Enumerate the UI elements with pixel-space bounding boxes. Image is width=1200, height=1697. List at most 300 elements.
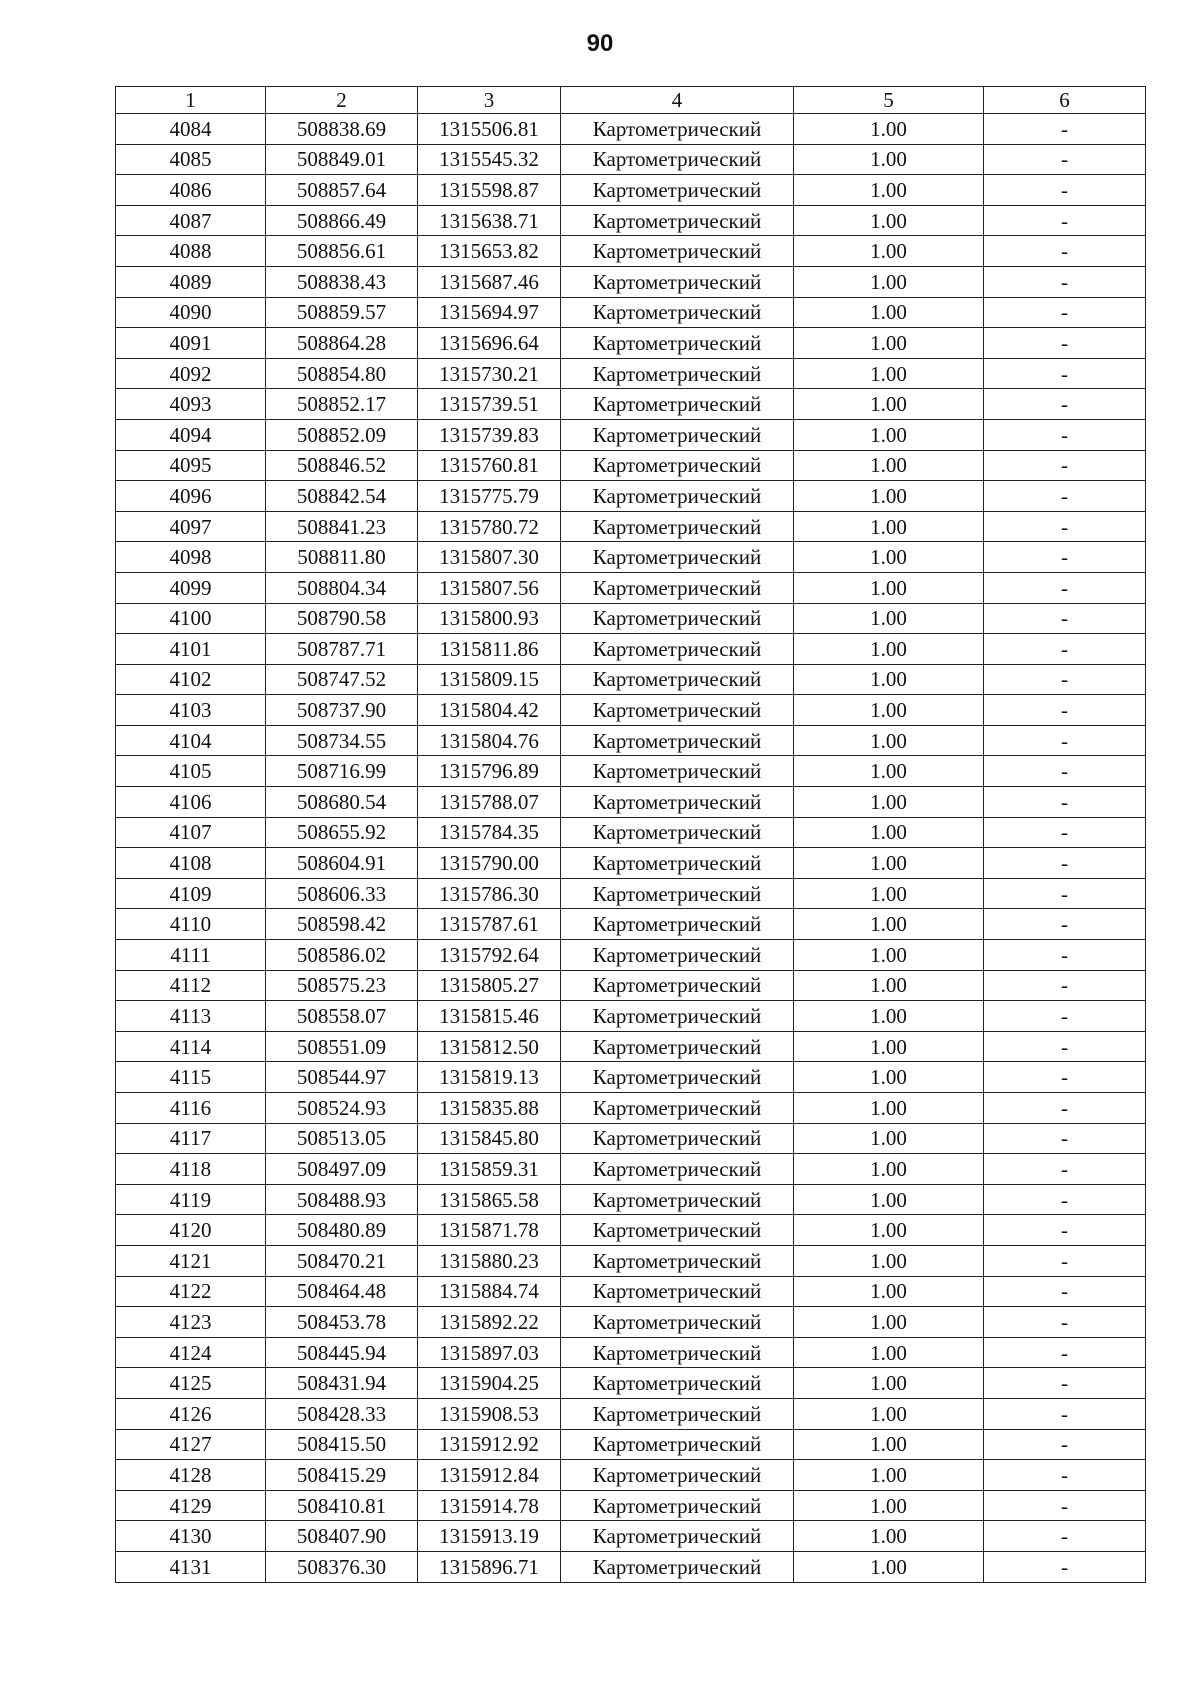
method-cell: Картометрический	[561, 1521, 794, 1552]
y-coordinate-cell: 1315788.07	[418, 787, 561, 818]
description-cell: -	[984, 909, 1146, 940]
y-coordinate-cell: 1315845.80	[418, 1123, 561, 1154]
x-coordinate-cell: 508445.94	[266, 1337, 418, 1368]
point-number-cell: 4088	[116, 236, 266, 267]
point-number-cell: 4087	[116, 205, 266, 236]
y-coordinate-cell: 1315784.35	[418, 817, 561, 848]
accuracy-cell: 1.00	[794, 1276, 984, 1307]
x-coordinate-cell: 508376.30	[266, 1551, 418, 1582]
method-cell: Картометрический	[561, 756, 794, 787]
point-number-cell: 4101	[116, 634, 266, 665]
description-cell: -	[984, 634, 1146, 665]
x-coordinate-cell: 508846.52	[266, 450, 418, 481]
x-coordinate-cell: 508606.33	[266, 878, 418, 909]
method-cell: Картометрический	[561, 1245, 794, 1276]
accuracy-cell: 1.00	[794, 725, 984, 756]
table-row	[116, 358, 1146, 389]
point-number-cell: 4104	[116, 725, 266, 756]
description-cell: -	[984, 848, 1146, 879]
accuracy-cell: 1.00	[794, 695, 984, 726]
accuracy-cell: 1.00	[794, 1337, 984, 1368]
y-coordinate-cell: 1315790.00	[418, 848, 561, 879]
point-number-cell: 4105	[116, 756, 266, 787]
method-cell: Картометрический	[561, 1062, 794, 1093]
method-cell: Картометрический	[561, 481, 794, 512]
point-number-cell: 4129	[116, 1490, 266, 1521]
method-cell: Картометрический	[561, 878, 794, 909]
method-cell: Картометрический	[561, 114, 794, 145]
table-row	[116, 725, 1146, 756]
table-row	[116, 695, 1146, 726]
x-coordinate-cell: 508480.89	[266, 1215, 418, 1246]
method-cell: Картометрический	[561, 144, 794, 175]
point-number-cell: 4102	[116, 664, 266, 695]
method-cell: Картометрический	[561, 266, 794, 297]
y-coordinate-cell: 1315804.76	[418, 725, 561, 756]
accuracy-cell: 1.00	[794, 358, 984, 389]
x-coordinate-cell: 508787.71	[266, 634, 418, 665]
description-cell: -	[984, 297, 1146, 328]
point-number-cell: 4115	[116, 1062, 266, 1093]
method-cell: Картометрический	[561, 297, 794, 328]
description-cell: -	[984, 175, 1146, 206]
description-cell: -	[984, 236, 1146, 267]
accuracy-cell: 1.00	[794, 1093, 984, 1124]
y-coordinate-cell: 1315807.30	[418, 542, 561, 573]
x-coordinate-cell: 508838.69	[266, 114, 418, 145]
description-cell: -	[984, 1215, 1146, 1246]
x-coordinate-cell: 508513.05	[266, 1123, 418, 1154]
description-cell: -	[984, 511, 1146, 542]
y-coordinate-cell: 1315638.71	[418, 205, 561, 236]
method-cell: Картометрический	[561, 603, 794, 634]
description-cell: -	[984, 1031, 1146, 1062]
point-number-cell: 4091	[116, 328, 266, 359]
method-cell: Картометрический	[561, 419, 794, 450]
point-number-cell: 4093	[116, 389, 266, 420]
x-coordinate-cell: 508856.61	[266, 236, 418, 267]
description-cell: -	[984, 1184, 1146, 1215]
y-coordinate-cell: 1315896.71	[418, 1551, 561, 1582]
table-row	[116, 603, 1146, 634]
accuracy-cell: 1.00	[794, 1215, 984, 1246]
y-coordinate-cell: 1315787.61	[418, 909, 561, 940]
description-cell: -	[984, 450, 1146, 481]
y-coordinate-cell: 1315897.03	[418, 1337, 561, 1368]
y-coordinate-cell: 1315780.72	[418, 511, 561, 542]
y-coordinate-cell: 1315696.64	[418, 328, 561, 359]
x-coordinate-cell: 508604.91	[266, 848, 418, 879]
accuracy-cell: 1.00	[794, 970, 984, 1001]
point-number-cell: 4126	[116, 1398, 266, 1429]
description-cell: -	[984, 940, 1146, 971]
point-number-cell: 4117	[116, 1123, 266, 1154]
description-cell: -	[984, 1368, 1146, 1399]
column-header: 6	[984, 87, 1146, 114]
method-cell: Картометрический	[561, 1337, 794, 1368]
accuracy-cell: 1.00	[794, 114, 984, 145]
description-cell: -	[984, 572, 1146, 603]
table-row	[116, 389, 1146, 420]
description-cell: -	[984, 1307, 1146, 1338]
point-number-cell: 4107	[116, 817, 266, 848]
y-coordinate-cell: 1315739.51	[418, 389, 561, 420]
x-coordinate-cell: 508488.93	[266, 1184, 418, 1215]
description-cell: -	[984, 756, 1146, 787]
column-header: 1	[116, 87, 266, 114]
x-coordinate-cell: 508737.90	[266, 695, 418, 726]
accuracy-cell: 1.00	[794, 940, 984, 971]
table-row	[116, 1154, 1146, 1185]
description-cell: -	[984, 787, 1146, 818]
description-cell: -	[984, 144, 1146, 175]
y-coordinate-cell: 1315819.13	[418, 1062, 561, 1093]
method-cell: Картометрический	[561, 542, 794, 573]
description-cell: -	[984, 389, 1146, 420]
accuracy-cell: 1.00	[794, 205, 984, 236]
method-cell: Картометрический	[561, 1398, 794, 1429]
x-coordinate-cell: 508852.17	[266, 389, 418, 420]
method-cell: Картометрический	[561, 909, 794, 940]
point-number-cell: 4097	[116, 511, 266, 542]
table-row	[116, 450, 1146, 481]
point-number-cell: 4131	[116, 1551, 266, 1582]
table-row	[116, 236, 1146, 267]
y-coordinate-cell: 1315904.25	[418, 1368, 561, 1399]
description-cell: -	[984, 695, 1146, 726]
method-cell: Картометрический	[561, 205, 794, 236]
accuracy-cell: 1.00	[794, 389, 984, 420]
accuracy-cell: 1.00	[794, 1398, 984, 1429]
point-number-cell: 4098	[116, 542, 266, 573]
accuracy-cell: 1.00	[794, 787, 984, 818]
x-coordinate-cell: 508428.33	[266, 1398, 418, 1429]
accuracy-cell: 1.00	[794, 1490, 984, 1521]
method-cell: Картометрический	[561, 634, 794, 665]
description-cell: -	[984, 419, 1146, 450]
method-cell: Картометрический	[561, 1551, 794, 1582]
y-coordinate-cell: 1315884.74	[418, 1276, 561, 1307]
y-coordinate-cell: 1315859.31	[418, 1154, 561, 1185]
description-cell: -	[984, 1521, 1146, 1552]
point-number-cell: 4103	[116, 695, 266, 726]
accuracy-cell: 1.00	[794, 634, 984, 665]
method-cell: Картометрический	[561, 1276, 794, 1307]
accuracy-cell: 1.00	[794, 1031, 984, 1062]
point-number-cell: 4127	[116, 1429, 266, 1460]
x-coordinate-cell: 508859.57	[266, 297, 418, 328]
table-row	[116, 419, 1146, 450]
description-cell: -	[984, 114, 1146, 145]
table-row	[116, 848, 1146, 879]
y-coordinate-cell: 1315545.32	[418, 144, 561, 175]
point-number-cell: 4116	[116, 1093, 266, 1124]
point-number-cell: 4113	[116, 1001, 266, 1032]
method-cell: Картометрический	[561, 1154, 794, 1185]
table-row	[116, 1001, 1146, 1032]
accuracy-cell: 1.00	[794, 572, 984, 603]
column-header: 2	[266, 87, 418, 114]
y-coordinate-cell: 1315908.53	[418, 1398, 561, 1429]
table-row	[116, 909, 1146, 940]
x-coordinate-cell: 508497.09	[266, 1154, 418, 1185]
description-cell: -	[984, 1398, 1146, 1429]
point-number-cell: 4118	[116, 1154, 266, 1185]
method-cell: Картометрический	[561, 572, 794, 603]
y-coordinate-cell: 1315809.15	[418, 664, 561, 695]
x-coordinate-cell: 508804.34	[266, 572, 418, 603]
description-cell: -	[984, 358, 1146, 389]
description-cell: -	[984, 1001, 1146, 1032]
x-coordinate-cell: 508734.55	[266, 725, 418, 756]
y-coordinate-cell: 1315730.21	[418, 358, 561, 389]
method-cell: Картометрический	[561, 1001, 794, 1032]
description-cell: -	[984, 1093, 1146, 1124]
point-number-cell: 4092	[116, 358, 266, 389]
point-number-cell: 4121	[116, 1245, 266, 1276]
description-cell: -	[984, 664, 1146, 695]
x-coordinate-cell: 508586.02	[266, 940, 418, 971]
table-row	[116, 1429, 1146, 1460]
accuracy-cell: 1.00	[794, 664, 984, 695]
table-row	[116, 114, 1146, 145]
table-row	[116, 787, 1146, 818]
description-cell: -	[984, 1460, 1146, 1491]
accuracy-cell: 1.00	[794, 1551, 984, 1582]
y-coordinate-cell: 1315760.81	[418, 450, 561, 481]
table-row	[116, 1245, 1146, 1276]
table-row	[116, 664, 1146, 695]
accuracy-cell: 1.00	[794, 236, 984, 267]
y-coordinate-cell: 1315880.23	[418, 1245, 561, 1276]
point-number-cell: 4085	[116, 144, 266, 175]
table-row	[116, 1031, 1146, 1062]
y-coordinate-cell: 1315815.46	[418, 1001, 561, 1032]
x-coordinate-cell: 508838.43	[266, 266, 418, 297]
accuracy-cell: 1.00	[794, 1368, 984, 1399]
x-coordinate-cell: 508575.23	[266, 970, 418, 1001]
x-coordinate-cell: 508410.81	[266, 1490, 418, 1521]
accuracy-cell: 1.00	[794, 542, 984, 573]
method-cell: Картометрический	[561, 940, 794, 971]
table-row	[116, 1184, 1146, 1215]
method-cell: Картометрический	[561, 358, 794, 389]
x-coordinate-cell: 508864.28	[266, 328, 418, 359]
point-number-cell: 4109	[116, 878, 266, 909]
x-coordinate-cell: 508716.99	[266, 756, 418, 787]
y-coordinate-cell: 1315812.50	[418, 1031, 561, 1062]
y-coordinate-cell: 1315914.78	[418, 1490, 561, 1521]
table-row	[116, 328, 1146, 359]
y-coordinate-cell: 1315892.22	[418, 1307, 561, 1338]
accuracy-cell: 1.00	[794, 603, 984, 634]
point-number-cell: 4114	[116, 1031, 266, 1062]
x-coordinate-cell: 508854.80	[266, 358, 418, 389]
x-coordinate-cell: 508866.49	[266, 205, 418, 236]
point-number-cell: 4123	[116, 1307, 266, 1338]
table-row	[116, 1215, 1146, 1246]
description-cell: -	[984, 817, 1146, 848]
table-row	[116, 1460, 1146, 1491]
accuracy-cell: 1.00	[794, 419, 984, 450]
table-header-row	[116, 87, 1146, 114]
table-row	[116, 481, 1146, 512]
description-cell: -	[984, 1276, 1146, 1307]
method-cell: Картометрический	[561, 236, 794, 267]
method-cell: Картометрический	[561, 328, 794, 359]
accuracy-cell: 1.00	[794, 175, 984, 206]
x-coordinate-cell: 508849.01	[266, 144, 418, 175]
y-coordinate-cell: 1315912.92	[418, 1429, 561, 1460]
column-header: 4	[561, 87, 794, 114]
x-coordinate-cell: 508857.64	[266, 175, 418, 206]
y-coordinate-cell: 1315653.82	[418, 236, 561, 267]
description-cell: -	[984, 603, 1146, 634]
accuracy-cell: 1.00	[794, 909, 984, 940]
page-number: 90	[586, 30, 614, 57]
x-coordinate-cell: 508842.54	[266, 481, 418, 512]
x-coordinate-cell: 508655.92	[266, 817, 418, 848]
accuracy-cell: 1.00	[794, 1245, 984, 1276]
accuracy-cell: 1.00	[794, 1062, 984, 1093]
method-cell: Картометрический	[561, 970, 794, 1001]
y-coordinate-cell: 1315694.97	[418, 297, 561, 328]
y-coordinate-cell: 1315800.93	[418, 603, 561, 634]
description-cell: -	[984, 1551, 1146, 1582]
x-coordinate-cell: 508464.48	[266, 1276, 418, 1307]
table-row	[116, 205, 1146, 236]
x-coordinate-cell: 508598.42	[266, 909, 418, 940]
method-cell: Картометрический	[561, 389, 794, 420]
method-cell: Картометрический	[561, 1460, 794, 1491]
table-row	[116, 634, 1146, 665]
y-coordinate-cell: 1315811.86	[418, 634, 561, 665]
table-row	[116, 878, 1146, 909]
description-cell: -	[984, 1490, 1146, 1521]
x-coordinate-cell: 508747.52	[266, 664, 418, 695]
y-coordinate-cell: 1315506.81	[418, 114, 561, 145]
y-coordinate-cell: 1315807.56	[418, 572, 561, 603]
y-coordinate-cell: 1315775.79	[418, 481, 561, 512]
table-row	[116, 1398, 1146, 1429]
y-coordinate-cell: 1315796.89	[418, 756, 561, 787]
point-number-cell: 4084	[116, 114, 266, 145]
description-cell: -	[984, 1337, 1146, 1368]
method-cell: Картометрический	[561, 1307, 794, 1338]
table-row	[116, 1551, 1146, 1582]
description-cell: -	[984, 878, 1146, 909]
method-cell: Картометрический	[561, 175, 794, 206]
point-number-cell: 4096	[116, 481, 266, 512]
accuracy-cell: 1.00	[794, 144, 984, 175]
method-cell: Картометрический	[561, 1215, 794, 1246]
description-cell: -	[984, 725, 1146, 756]
table-row	[116, 1093, 1146, 1124]
y-coordinate-cell: 1315739.83	[418, 419, 561, 450]
description-cell: -	[984, 205, 1146, 236]
description-cell: -	[984, 1245, 1146, 1276]
column-header: 3	[418, 87, 561, 114]
point-number-cell: 4099	[116, 572, 266, 603]
table-row	[116, 970, 1146, 1001]
table-row	[116, 572, 1146, 603]
accuracy-cell: 1.00	[794, 1429, 984, 1460]
point-number-cell: 4122	[116, 1276, 266, 1307]
accuracy-cell: 1.00	[794, 756, 984, 787]
y-coordinate-cell: 1315805.27	[418, 970, 561, 1001]
y-coordinate-cell: 1315804.42	[418, 695, 561, 726]
accuracy-cell: 1.00	[794, 848, 984, 879]
x-coordinate-cell: 508811.80	[266, 542, 418, 573]
method-cell: Картометрический	[561, 1429, 794, 1460]
point-number-cell: 4100	[116, 603, 266, 634]
y-coordinate-cell: 1315687.46	[418, 266, 561, 297]
accuracy-cell: 1.00	[794, 481, 984, 512]
method-cell: Картометрический	[561, 664, 794, 695]
description-cell: -	[984, 1429, 1146, 1460]
accuracy-cell: 1.00	[794, 297, 984, 328]
method-cell: Картометрический	[561, 817, 794, 848]
accuracy-cell: 1.00	[794, 1184, 984, 1215]
method-cell: Картометрический	[561, 1184, 794, 1215]
point-number-cell: 4090	[116, 297, 266, 328]
point-number-cell: 4130	[116, 1521, 266, 1552]
method-cell: Картометрический	[561, 725, 794, 756]
x-coordinate-cell: 508558.07	[266, 1001, 418, 1032]
table-row	[116, 511, 1146, 542]
description-cell: -	[984, 1062, 1146, 1093]
accuracy-cell: 1.00	[794, 511, 984, 542]
table-row	[116, 1276, 1146, 1307]
point-number-cell: 4108	[116, 848, 266, 879]
table-row	[116, 1062, 1146, 1093]
description-cell: -	[984, 1154, 1146, 1185]
y-coordinate-cell: 1315792.64	[418, 940, 561, 971]
point-number-cell: 4094	[116, 419, 266, 450]
y-coordinate-cell: 1315871.78	[418, 1215, 561, 1246]
point-number-cell: 4086	[116, 175, 266, 206]
x-coordinate-cell: 508551.09	[266, 1031, 418, 1062]
table-row	[116, 940, 1146, 971]
accuracy-cell: 1.00	[794, 817, 984, 848]
y-coordinate-cell: 1315835.88	[418, 1093, 561, 1124]
table-row	[116, 1337, 1146, 1368]
point-number-cell: 4111	[116, 940, 266, 971]
point-number-cell: 4089	[116, 266, 266, 297]
accuracy-cell: 1.00	[794, 878, 984, 909]
description-cell: -	[984, 970, 1146, 1001]
table-row	[116, 144, 1146, 175]
description-cell: -	[984, 542, 1146, 573]
point-number-cell: 4119	[116, 1184, 266, 1215]
x-coordinate-cell: 508415.29	[266, 1460, 418, 1491]
x-coordinate-cell: 508524.93	[266, 1093, 418, 1124]
x-coordinate-cell: 508790.58	[266, 603, 418, 634]
x-coordinate-cell: 508431.94	[266, 1368, 418, 1399]
x-coordinate-cell: 508852.09	[266, 419, 418, 450]
table-row	[116, 756, 1146, 787]
table-row	[116, 266, 1146, 297]
x-coordinate-cell: 508415.50	[266, 1429, 418, 1460]
description-cell: -	[984, 1123, 1146, 1154]
column-header: 5	[794, 87, 984, 114]
x-coordinate-cell: 508680.54	[266, 787, 418, 818]
accuracy-cell: 1.00	[794, 328, 984, 359]
x-coordinate-cell: 508841.23	[266, 511, 418, 542]
accuracy-cell: 1.00	[794, 1307, 984, 1338]
point-number-cell: 4128	[116, 1460, 266, 1491]
x-coordinate-cell: 508544.97	[266, 1062, 418, 1093]
